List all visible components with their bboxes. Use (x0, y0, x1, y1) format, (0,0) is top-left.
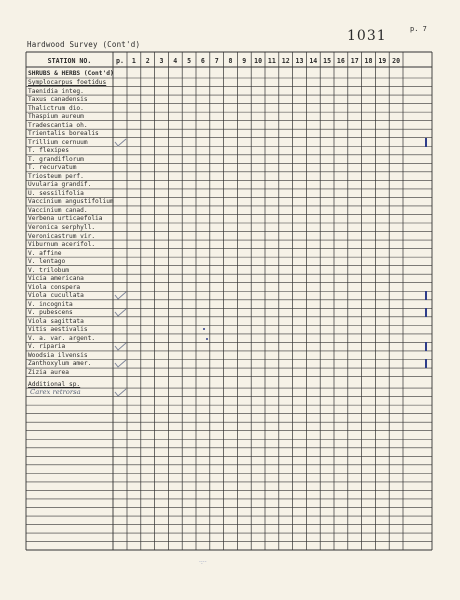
station-number: 9 (242, 57, 247, 65)
species-row-label: V. affine (28, 249, 62, 257)
species-row-label: Zizia aurea (28, 369, 69, 377)
species-row-label: Vicia americana (28, 275, 84, 283)
species-row-label: V. trilobum (28, 266, 69, 274)
species-row-label: T. recurvatum (28, 164, 77, 172)
station-number: 1 (131, 57, 136, 65)
check-mark-icon (114, 359, 127, 368)
station-number: 14 (309, 57, 318, 65)
species-row-label: Uvularia grandif. (28, 181, 92, 189)
station-number: 2 (145, 57, 150, 65)
species-row-label: Verbena urticaefolia (28, 215, 103, 223)
species-row-label: Trientalis borealis (28, 130, 99, 138)
species-row-label: Vaccinium canad. (28, 206, 88, 214)
check-mark-icon (114, 388, 127, 397)
species-row-label: Viburnum acerifol. (28, 241, 96, 249)
station-number: 13 (295, 57, 304, 65)
species-row-label: V. a. var. argent. (28, 334, 96, 342)
pen-bar-mark (425, 342, 427, 351)
check-mark-icon (114, 308, 127, 317)
station-number: 6 (200, 57, 205, 65)
species-row-label: Trillium cernuum (28, 138, 88, 146)
species-row-label: T. flexipes (28, 147, 69, 155)
species-row-label: Symplocarpus foetidus (28, 79, 107, 86)
species-row-label: Thalictrum dio. (28, 104, 84, 112)
station-number: 3 (159, 57, 164, 65)
species-row-label: Viola sagittata (28, 317, 84, 325)
species-row-label: Thaspium aureum (28, 113, 84, 121)
station-number: 16 (336, 57, 345, 65)
station-number: 20 (392, 57, 401, 65)
station-number: 11 (267, 57, 276, 65)
station-number: 4 (173, 57, 178, 65)
species-row-label: T. grandiflorum (28, 155, 84, 163)
page-title: Hardwood Survey (Cont'd) (27, 40, 141, 49)
pen-bar-mark (425, 308, 427, 317)
species-row-label: Taxus canadensis (28, 96, 88, 104)
check-mark-icon (114, 342, 127, 351)
station-number: 19 (378, 57, 387, 65)
pen-bar-mark (425, 291, 427, 300)
p-column-header: p. (116, 57, 124, 65)
additional-species-label: Additional sp. (28, 381, 81, 389)
station-number: 15 (323, 57, 332, 65)
species-row-label: Viola cucullata (28, 292, 84, 300)
species-row-label: U. sessilifolia (28, 189, 84, 197)
station-number: 5 (187, 57, 192, 65)
station-number-header: STATION NO. (47, 57, 92, 65)
species-row-label: Viola conspera (28, 283, 81, 291)
species-row-label: Taenidia integ. (28, 87, 84, 95)
station-number: 7 (214, 57, 219, 65)
station-number: 17 (350, 57, 359, 65)
check-mark-icon (114, 138, 127, 147)
pen-bar-mark (425, 138, 427, 147)
species-row-label: Veronicastrum vir. (28, 232, 96, 240)
sheet-number: 1031 (347, 28, 387, 44)
faint-stamp: ·:·· (199, 559, 207, 566)
species-row-label: Zanthoxylum amer. (28, 360, 92, 368)
station-number: 18 (364, 57, 373, 65)
station-number: 10 (254, 57, 263, 65)
species-row-label: V. pubescens (28, 309, 73, 317)
species-row-label: V. incognita (28, 300, 73, 308)
species-row-label: V. lentago (28, 258, 66, 266)
species-row-label: Tradescantia oh. (28, 121, 88, 129)
species-row-label: Woodsia ilvensis (28, 351, 88, 359)
station-number: 12 (281, 57, 290, 65)
species-row-label: Triosteum perf. (28, 172, 84, 180)
section-header: SHRUBS & HERBS (Cont'd) (28, 69, 114, 77)
check-mark-icon (114, 291, 127, 300)
pen-bar-mark (425, 359, 427, 368)
species-row-label: Vitis aestivalis (28, 326, 88, 334)
species-row-label: Veronica serphyll. (28, 224, 96, 231)
species-row-label: Vaccinium angustifolium (28, 198, 114, 206)
pen-dot-mark (206, 338, 208, 340)
handwritten-species: Carex retrorsa (30, 387, 81, 396)
species-row-label: V. riparia (28, 343, 66, 351)
station-number: 8 (228, 57, 233, 65)
page-number: p. 7 (410, 25, 427, 33)
